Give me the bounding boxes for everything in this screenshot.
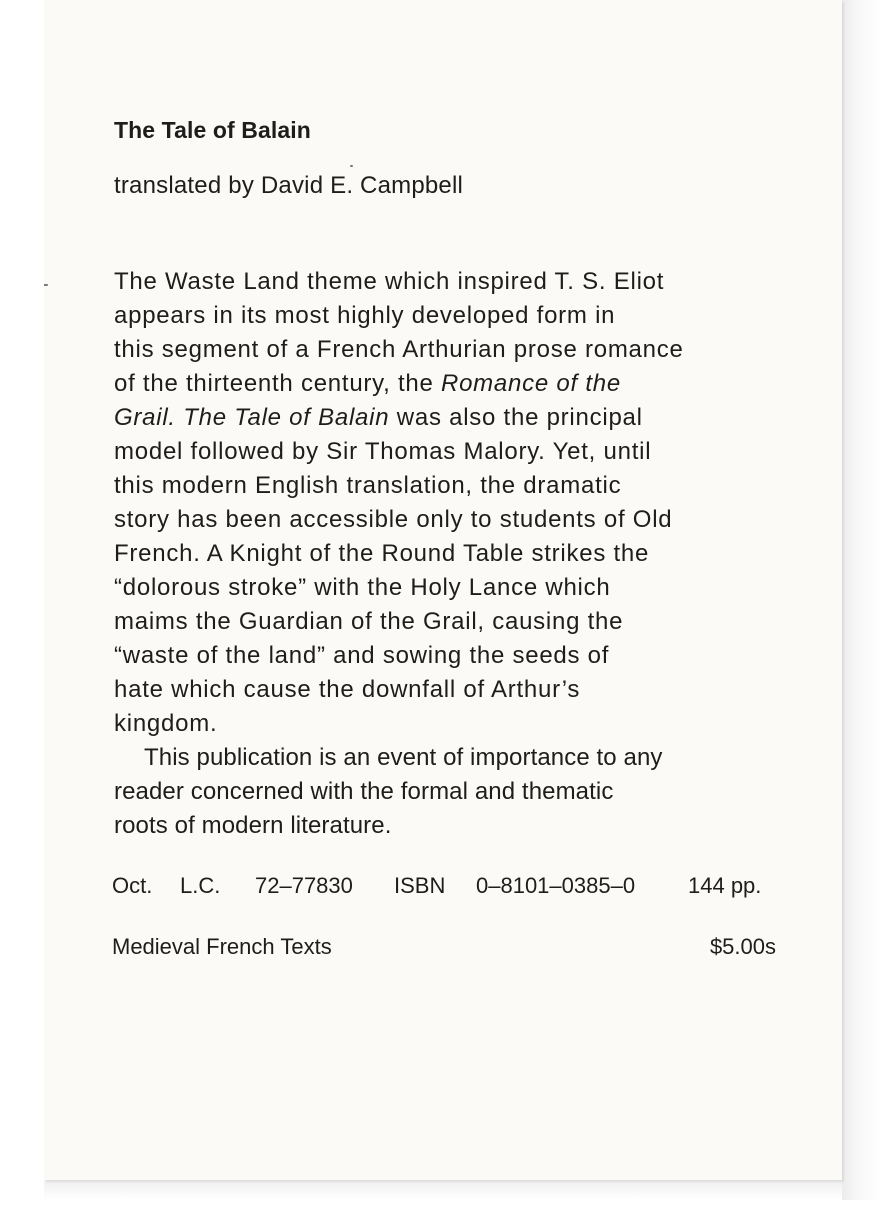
- card-right-edge: [842, 0, 881, 1200]
- description-line: this segment of a French Arthurian prose romance: [114, 336, 684, 363]
- description-line: “waste of the land” and sowing the seeds of: [114, 642, 610, 669]
- description-line: kingdom.: [114, 710, 218, 737]
- description-line: maims the Guardian of the Grail, causing the: [114, 608, 624, 635]
- description-line: “dolorous stroke” with the Holy Lance which: [114, 574, 611, 601]
- series-name: Medieval French Texts: [112, 934, 332, 959]
- description-line: hate which cause the downfall of Arthur’s: [114, 676, 581, 703]
- description-line: story has been accessible only to students of Old: [114, 506, 673, 533]
- description-line: roots of modern literature.: [114, 812, 392, 839]
- lc-number: 72–77830: [255, 873, 353, 898]
- paper-speck: [350, 165, 353, 167]
- description-line: reader concerned with the formal and thematic: [114, 778, 614, 805]
- paper-speck: [44, 284, 48, 286]
- publication-month: Oct.: [112, 873, 153, 898]
- description-line: The Waste Land theme which inspired T. S. Eliot: [114, 268, 665, 295]
- description-line: model followed by Sir Thomas Malory. Yet, until: [114, 438, 652, 465]
- book-description: [114, 265, 814, 843]
- lc-label: L.C.: [180, 873, 221, 898]
- isbn-label: ISBN: [394, 873, 446, 898]
- book-title: The Tale of Balain: [114, 117, 311, 143]
- description-line: appears in its most highly developed form in: [114, 302, 616, 329]
- description-line: This publication is an event of importance to any: [144, 744, 663, 771]
- description-line: this modern English translation, the dramatic: [114, 472, 622, 499]
- isbn-number: 0–8101–0385–0: [476, 873, 636, 898]
- page-count: 144 pp.: [688, 873, 762, 898]
- card-bottom-edge: [44, 1180, 842, 1200]
- description-line: of the thirteenth century, the Romance of the: [114, 370, 621, 397]
- description-line: Grail. The Tale of Balain was also the principal: [114, 404, 643, 431]
- translator-credit: translated by David E. Campbell: [114, 172, 464, 199]
- description-line: French. A Knight of the Round Table strikes the: [114, 540, 650, 567]
- price: $5.00s: [709, 934, 776, 959]
